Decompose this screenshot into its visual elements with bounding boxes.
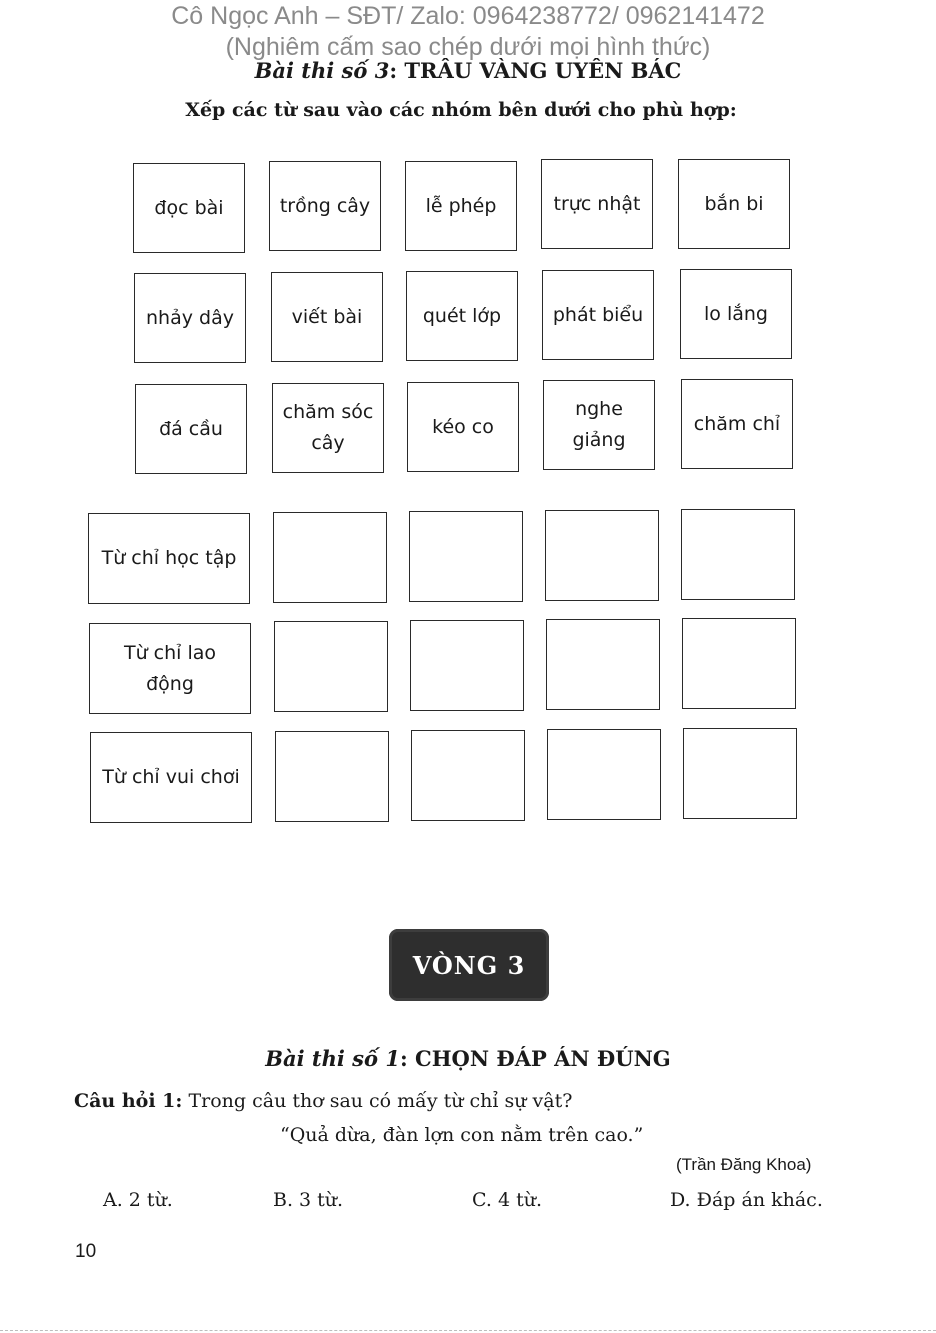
drop-slot[interactable]: [275, 731, 389, 822]
answer-option-d[interactable]: D. Đáp án khác.: [670, 1189, 823, 1211]
poem-author: (Trần Đăng Khoa): [676, 1155, 812, 1174]
word-card[interactable]: nhảy dây: [134, 273, 246, 363]
poem-quote: “Quả dừa, đàn lợn con nằm trên cao.”: [280, 1124, 644, 1146]
word-card[interactable]: đọc bài: [133, 163, 245, 253]
word-card[interactable]: bắn bi: [678, 159, 790, 249]
drop-slot[interactable]: [545, 510, 659, 601]
question-text: Trong câu thơ sau có mấy từ chỉ sự vật?: [182, 1090, 573, 1112]
answer-option-a[interactable]: A. 2 từ.: [103, 1189, 173, 1211]
watermark-contact: Cô Ngọc Anh – SĐT/ Zalo: 0964238772/ 0962141472: [171, 2, 765, 30]
word-card[interactable]: trồng cây: [269, 161, 381, 251]
drop-slot[interactable]: [683, 728, 797, 819]
group-label-play: Từ chỉ vui chơi: [90, 732, 252, 823]
group-label-study: Từ chỉ học tập: [88, 513, 250, 604]
drop-slot[interactable]: [274, 621, 388, 712]
page-number: 10: [75, 1241, 97, 1262]
word-card[interactable]: chăm sóc cây: [272, 383, 384, 473]
answer-option-c[interactable]: C. 4 từ.: [472, 1189, 542, 1211]
word-card[interactable]: viết bài: [271, 272, 383, 362]
drop-slot[interactable]: [411, 730, 525, 821]
exercise-3-title: [0, 58, 936, 83]
drop-slot[interactable]: [410, 620, 524, 711]
word-card[interactable]: trực nhật: [541, 159, 653, 249]
watermark-notice: (Nghiêm cấm sao chép dưới mọi hình thức): [225, 33, 711, 61]
exercise-3-title-prefix: Bài thi số 3: [254, 58, 390, 83]
word-card[interactable]: lễ phép: [405, 161, 517, 251]
drop-slot[interactable]: [409, 511, 523, 602]
drop-slot[interactable]: [273, 512, 387, 603]
question-1: [74, 1090, 572, 1112]
exercise-1-title-prefix: Bài thi số 1: [265, 1046, 400, 1071]
group-label-labor: Từ chỉ lao động: [89, 623, 251, 714]
answer-option-b[interactable]: B. 3 từ.: [273, 1189, 344, 1211]
exercise-1-title-suffix: : CHỌN ĐÁP ÁN ĐÚNG: [399, 1046, 671, 1071]
drop-slot[interactable]: [682, 618, 796, 709]
exercise-3-instruction: Xếp các từ sau vào các nhóm bên dưới cho phù hợp:: [185, 99, 737, 121]
drop-slot[interactable]: [546, 619, 660, 710]
word-card[interactable]: nghe giảng: [543, 380, 655, 470]
word-card[interactable]: kéo co: [407, 382, 519, 472]
drop-slot[interactable]: [681, 509, 795, 600]
exercise-1-title: [0, 1046, 936, 1071]
word-card[interactable]: quét lớp: [406, 271, 518, 361]
round-badge: VÒNG 3: [389, 929, 549, 1001]
word-card[interactable]: phát biểu: [542, 270, 654, 360]
word-card[interactable]: chăm chỉ: [681, 379, 793, 469]
question-label: Câu hỏi 1:: [74, 1090, 183, 1112]
exercise-3-title-suffix: : TRÂU VÀNG UYÊN BÁC: [389, 58, 682, 83]
page-bottom-divider: [0, 1330, 936, 1332]
drop-slot[interactable]: [547, 729, 661, 820]
word-card[interactable]: đá cầu: [135, 384, 247, 474]
word-card[interactable]: lo lắng: [680, 269, 792, 359]
